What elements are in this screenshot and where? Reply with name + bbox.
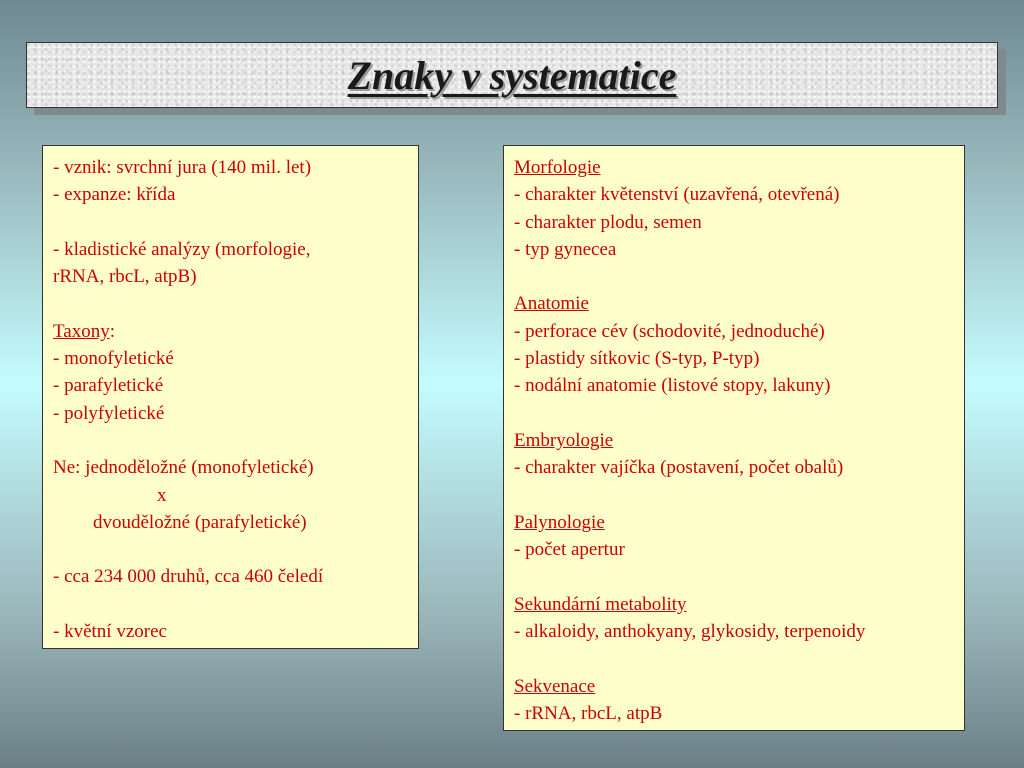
example-line-2: dvouděložné (parafyletické) [93,511,307,533]
taxa-colon: : [109,320,115,342]
count-line: - cca 234 000 druhů, cca 460 čeledí [53,566,324,588]
cladistic-line-1: - kladistické analýzy (morfologie, [53,238,311,260]
section-heading-palynology: Palynologie [514,511,605,533]
taxa-heading-line [53,318,408,345]
cladistic-line-2: rRNA, rbcL, atpB) [53,266,197,288]
expansion-line: - expanze: křída [53,184,176,206]
spacer [514,563,954,590]
section-item: - nodální anatomie (listové stopy, lakuny) [514,375,831,397]
spacer [53,290,408,317]
spacer [53,536,408,563]
left-panel [42,145,419,649]
taxa-item: - monofyletické [53,348,174,370]
section-item: - typ gynecea [514,238,617,260]
spacer [514,400,954,427]
section-item: - charakter plodu, semen [514,211,702,233]
example-line-1: Ne: jednoděložné (monofyletické) [53,457,314,479]
section-heading-metabolites: Sekundární metabolity [514,593,687,615]
right-panel [503,145,965,731]
section-item: - alkaloidy, anthokyany, glykosidy, terpenoidy [514,621,866,643]
section-heading-anatomy: Anatomie [514,293,589,315]
section-item: - perforace cév (schodovité, jednoduché) [514,320,825,342]
section-item: - charakter květenství (uzavřená, otevřená) [514,184,840,206]
section-item: - plastidy sítkovic (S-typ, P-typ) [514,348,760,370]
taxa-item: - polyfyletické [53,402,165,424]
section-item: - charakter vajíčka (postavení, počet obalů) [514,457,844,479]
slide-title: Znaky v systematice [347,52,677,98]
section-heading-embryology: Embryologie [514,429,614,451]
spacer [53,427,408,454]
formula-line: - květní vzorec [53,621,167,643]
spacer [514,263,954,290]
origin-line: - vznik: svrchní jura (140 mil. let) [53,157,312,178]
spacer [514,645,954,672]
spacer [53,209,408,236]
section-item: - počet apertur [514,539,625,561]
spacer [514,482,954,509]
taxa-item: - parafyletické [53,375,164,397]
example-x: x [157,484,167,506]
taxa-heading: Taxony [53,320,110,342]
spacer [53,591,408,618]
section-item: - rRNA, rbcL, atpB [514,702,663,724]
section-heading-sequencing: Sekvenace [514,675,596,697]
title-box [26,42,998,108]
section-heading-morphology: Morfologie [514,157,601,178]
